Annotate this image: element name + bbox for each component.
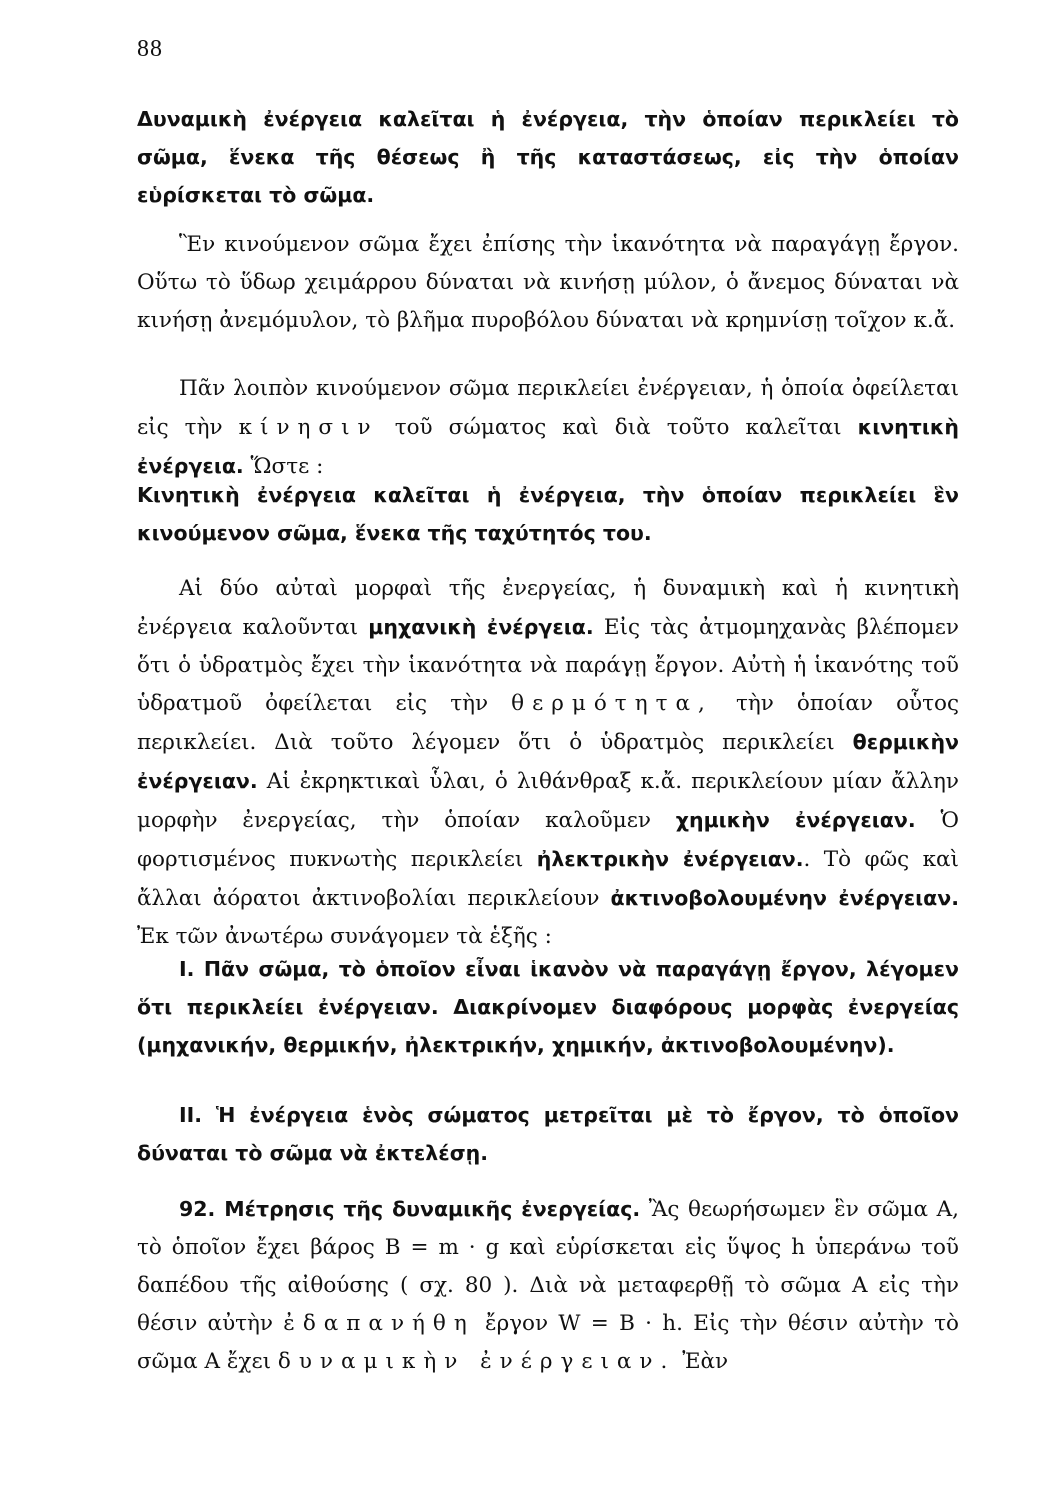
kinetic-text-end: Ὥστε : [250,454,324,479]
kinetic-text-before: Πᾶν λοιπὸν κινούμενον σῶμα περικλείει ἐνέργειαν, ἡ ὁποία ὀφείλεται εἰς τὴν [137,376,959,440]
paragraph-kinetic-energy [137,370,959,486]
forms-part-1: Αἱ δύο αὐταὶ μορφαὶ τῆς ἐνεργείας, ἡ δυναμικὴ καὶ ἡ κινητικὴ ἐνέργεια καλοῦνται [137,576,959,640]
section-92-part-1: Ἂς θεωρήσωμεν ἓν σῶμα Α, τὸ ὁποῖον ἔχει βάρος Β = m · g καὶ εὑρίσκεται εἰς ὕψος h ὑπεράνω τοῦ δαπέδου τῆς αἰθούσης ( σχ. 80 ). Διὰ νὰ μεταφερθῇ τὸ σῶμα Α εἰς τὴν θέσιν αὐτὴν [137,1197,959,1336]
paragraph-moving-body: Ἓν κινούμενον σῶμα ἔχει ἐπίσης τὴν ἱκανότητα νὰ παραγάγῃ ἔργον. Οὕτω τὸ ὕδωρ χειμάρρου δύναται νὰ κινήσῃ μύλον, ὁ ἄνεμος δύναται νὰ κινήσῃ ἀνεμόμυλον, τὸ βλῆμα πυροβόλου δύναται νὰ κρημνίσῃ τοῖχον κ.ἄ. [137,232,959,333]
kinetic-spaced-word: κίνησιν [238,415,379,440]
section-92-spaced-2: δυναμικὴν ἐνέργειαν. [277,1349,676,1374]
paragraph-energy-forms [137,570,959,956]
forms-part-5: Ὁ φορτισμένος πυκνωτὴς περικλείει [137,808,959,872]
section-92 [137,1190,959,1381]
section-92-part-2: ἔργον W = B · h. Εἰς τὴν θέσιν αὐτὴν τὸ σῶμα Α ἔχει [137,1311,959,1374]
forms-bold-mechanical: μηχανικὴ ἐνέργεια. [368,615,594,639]
forms-bold-chemical: χημικὴν ἐνέργειαν. [675,808,916,832]
forms-part-3: τὴν ὁποίαν οὗτος περικλείει. Διὰ τοῦτο λέγομεν ὅτι ὁ ὑδρατμὸς περικλείει [137,691,959,755]
forms-part-2: Εἰς τὰς ἀτμομηχανὰς βλέπομεν ὅτι ὁ ὑδρατμὸς ἔχει τὴν ἱκανότητα νὰ παράγῃ ἔργον. Αὐτὴ ἡ ἱκανότης τοῦ ὑδρατμοῦ ὀφείλεται εἰς τὴν [137,615,959,716]
forms-part-6: . Τὸ φῶς καὶ ἄλλαι ἀόρατοι ἀκτινοβολίαι περικλείουν [137,847,959,911]
forms-part-4: Αἱ ἐκρηκτικαὶ ὗλαι, ὁ λιθάνθραξ κ.ἄ. περικλείουν μίαν ἄλλην μορφὴν ἐνεργείας, τὴν ὁποίαν καλοῦμεν [137,769,959,833]
kinetic-text-after: τοῦ σώματος καὶ διὰ τοῦτο καλεῖται [394,415,842,440]
kinetic-bold-term: κινητικὴ ἐνέργεια. [137,415,959,478]
forms-bold-electric: ἠλεκτρικὴν ἐνέργειαν. [536,847,804,871]
section-92-heading: 92. Μέτρησις τῆς δυναμικῆς ἐνεργείας. [179,1197,641,1221]
section-92-spaced-1: ἐδαπανήθη [283,1311,475,1336]
forms-spaced-heat: θερμότητα, [511,691,713,716]
section-92-part-3: Ἐὰν [682,1349,729,1374]
summary-item-1: I. Πᾶν σῶμα, τὸ ὁποῖον εἶναι ἱκανὸν νὰ παραγάγῃ ἔργον, λέγομεν ὅτι περικλείει ἐνέργειαν. Διακρίνομεν διαφόρους μορφὰς ἐνεργείας (μηχανικήν, θερμικήν, ἠλεκτρικήν, χημικήν, ἀκτινοβολουμένην). [137,957,959,1057]
definition-potential-energy: Δυναμικὴ ἐνέργεια καλεῖται ἡ ἐνέργεια, τὴν ὁποίαν περικλείει τὸ σῶμα, ἕνεκα τῆς θέσεως ἢ τῆς καταστάσεως, εἰς τὴν ὁποίαν εὑρίσκεται τὸ σῶμα. [137,107,959,207]
forms-bold-thermal: θερμικὴν ἐνέργειαν. [137,730,960,793]
page-number: 88 [137,36,163,62]
definition-kinetic-energy: Κινητικὴ ἐνέργεια καλεῖται ἡ ἐνέργεια, τὴν ὁποίαν περικλείει ἓν κινούμενον σῶμα, ἕνεκα τῆς ταχύτητός του. [137,483,959,545]
forms-part-7: Ἐκ τῶν ἀνωτέρω συνάγομεν τὰ ἑξῆς : [137,924,552,949]
forms-bold-radiant: ἀκτινοβολουμένην ἐνέργειαν. [610,886,959,910]
summary-item-2: II. Ἡ ἐνέργεια ἑνὸς σώματος μετρεῖται μὲ τὸ ἔργον, τὸ ὁποῖον δύναται τὸ σῶμα νὰ ἐκτελέσῃ. [137,1103,959,1165]
